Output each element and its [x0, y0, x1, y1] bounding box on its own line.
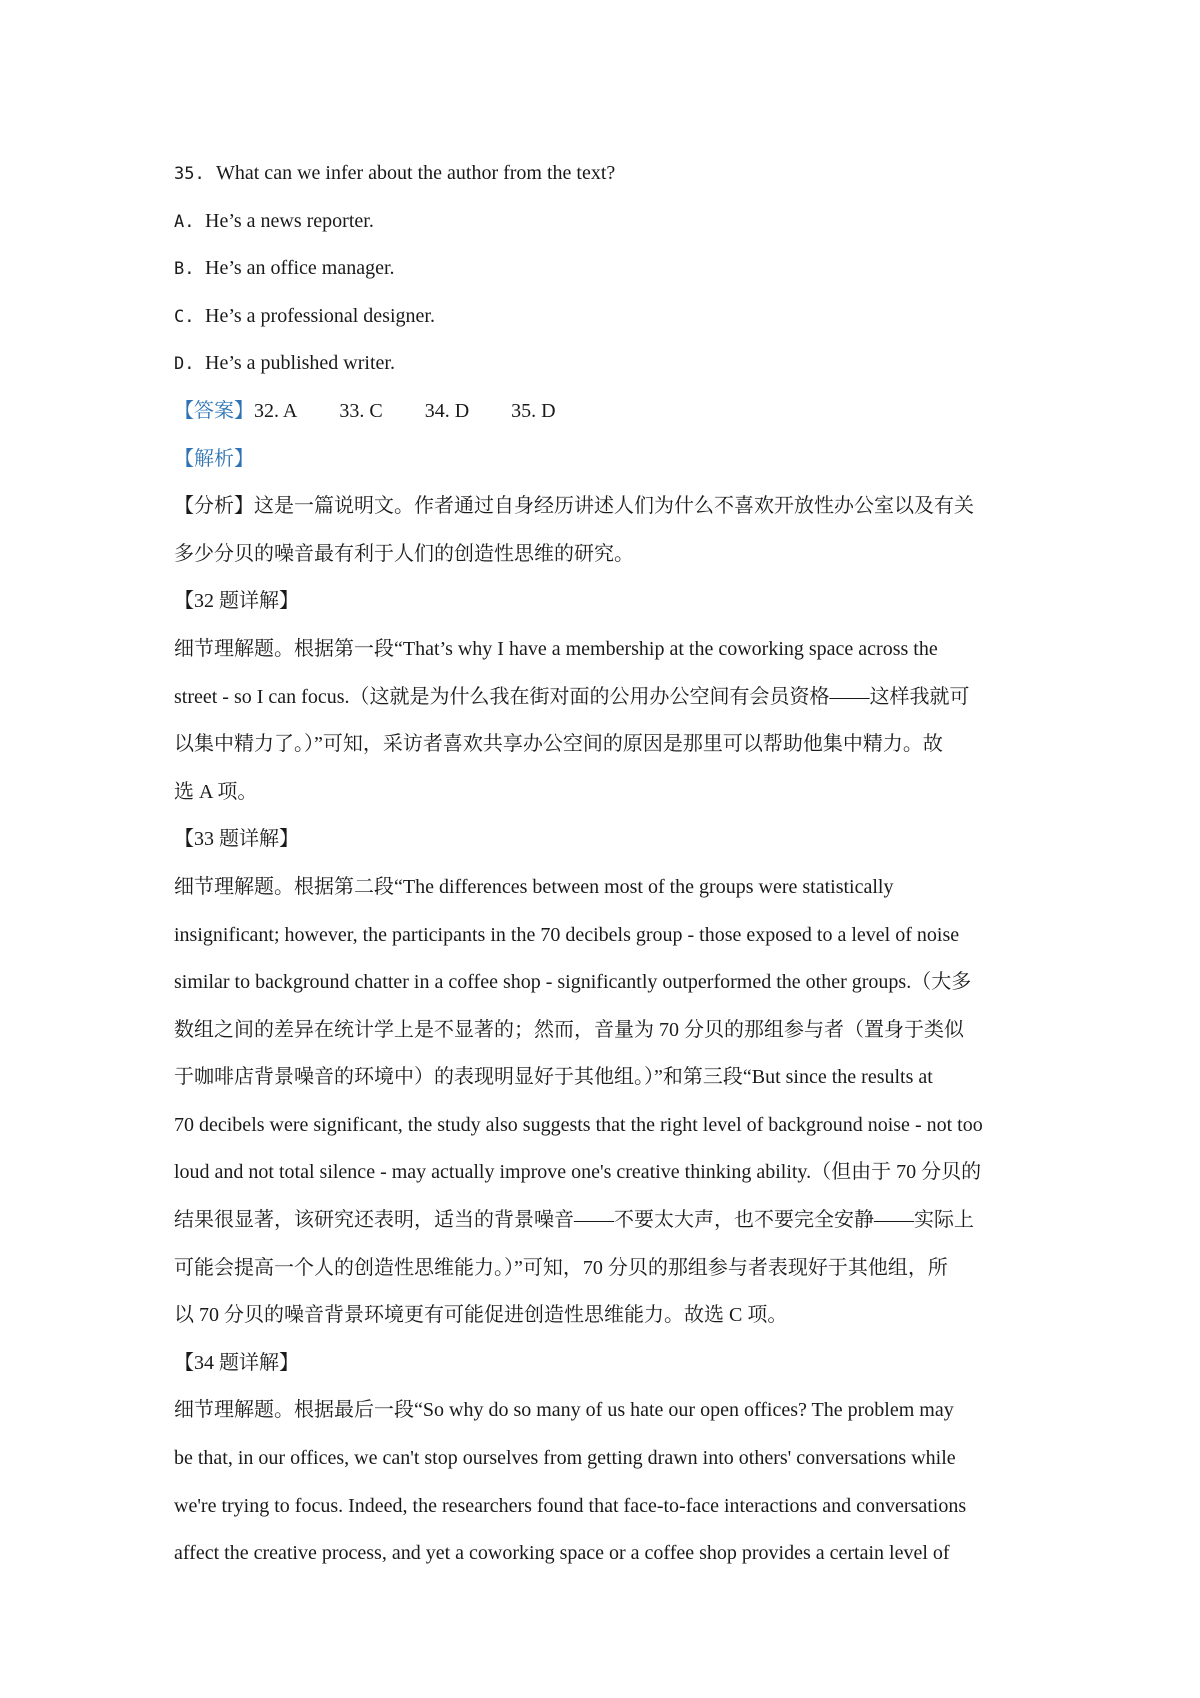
option-text: He’s a news reporter.: [205, 209, 374, 232]
question-number: 35.: [174, 164, 205, 184]
detail-32-line: street - so I can focus.（这就是为什么我在街对面的公用办公空间有会员资格——这样我就可: [174, 685, 970, 708]
answer-item: 32. A: [254, 399, 298, 422]
analysis-label: 【解析】: [174, 447, 254, 470]
option-letter: B.: [174, 259, 195, 280]
question-line: [174, 150, 1054, 198]
option-letter: D.: [174, 354, 195, 375]
option-text: He’s an office manager.: [205, 257, 395, 280]
option-a: [174, 198, 1054, 246]
detail-33-line: 可能会提高一个人的创造性思维能力。）”可知，70 分贝的那组参与者表现好于其他组，所: [174, 1256, 948, 1279]
option-b: [174, 245, 1054, 293]
detail-33-line: 细节理解题。根据第二段“The differences between most of the groups were statistically: [174, 875, 894, 898]
document-content: [174, 150, 1054, 1578]
answer-item: 33. C: [339, 399, 383, 422]
detail-33-line: 70 decibels were significant, the study also suggests that the right level of background noise - not too: [174, 1113, 983, 1136]
detail-33-line: 数组之间的差异在统计学上是不显著的；然而，音量为 70 分贝的那组参与者（置身于类似: [174, 1018, 964, 1041]
question-text: What can we infer about the author from the text?: [216, 162, 616, 184]
option-letter: A.: [174, 211, 195, 232]
detail-33-line: loud and not total silence - may actually improve one's creative thinking ability.（但由于 70 分贝的: [174, 1161, 982, 1184]
detail-34-line: we're trying to focus. Indeed, the researchers found that face-to-face interactions and conversations: [174, 1494, 967, 1517]
summary-line: 【分析】这是一篇说明文。作者通过自身经历讲述人们为什么不喜欢开放性办公室以及有关: [174, 495, 974, 518]
option-text: He’s a published writer.: [205, 352, 395, 375]
detail-32-line: 选 A 项。: [174, 780, 258, 803]
detail-heading-33: 【33 题详解】: [174, 828, 299, 851]
detail-34-line: be that, in our offices, we can't stop ourselves from getting drawn into others' conversations while: [174, 1447, 956, 1470]
detail-33-line: 以 70 分贝的噪音背景环境更有可能促进创造性思维能力。故选 C 项。: [174, 1304, 788, 1327]
detail-34-line: 细节理解题。根据最后一段“So why do so many of us hate our open offices? The problem may: [174, 1399, 954, 1422]
detail-33-line: insignificant; however, the participants in the 70 decibels group - those exposed to a level of noise: [174, 923, 960, 946]
option-d: [174, 340, 1054, 388]
answer-item: 34. D: [424, 399, 470, 422]
answer-item: 35. D: [511, 399, 556, 422]
summary-line: 多少分贝的噪音最有利于人们的创造性思维的研究。: [174, 542, 634, 565]
answer-label: 【答案】: [174, 399, 254, 422]
detail-32-line: 以集中精力了。）”可知，采访者喜欢共享办公空间的原因是那里可以帮助他集中精力。故: [174, 733, 943, 756]
detail-33-line: 结果很显著，该研究还表明，适当的背景噪音——不要太大声，也不要完全安静——实际上: [174, 1209, 974, 1232]
detail-32-line: 细节理解题。根据第一段“That’s why I have a membership at the coworking space across the: [174, 637, 938, 660]
option-letter: C.: [174, 306, 195, 327]
detail-34-line: affect the creative process, and yet a coworking space or a coffee shop provides a certain level of: [174, 1542, 950, 1565]
answer-line: [174, 388, 1054, 436]
option-c: [174, 293, 1054, 341]
detail-33-line: 于咖啡店背景噪音的环境中）的表现明显好于其他组。）”和第三段“But since the results at: [174, 1066, 933, 1089]
detail-33-line: similar to background chatter in a coffee shop - significantly outperformed the other groups.（大多: [174, 971, 972, 994]
option-text: He’s a professional designer.: [205, 304, 435, 327]
detail-heading-32: 【32 题详解】: [174, 590, 299, 613]
detail-heading-34: 【34 题详解】: [174, 1351, 299, 1374]
